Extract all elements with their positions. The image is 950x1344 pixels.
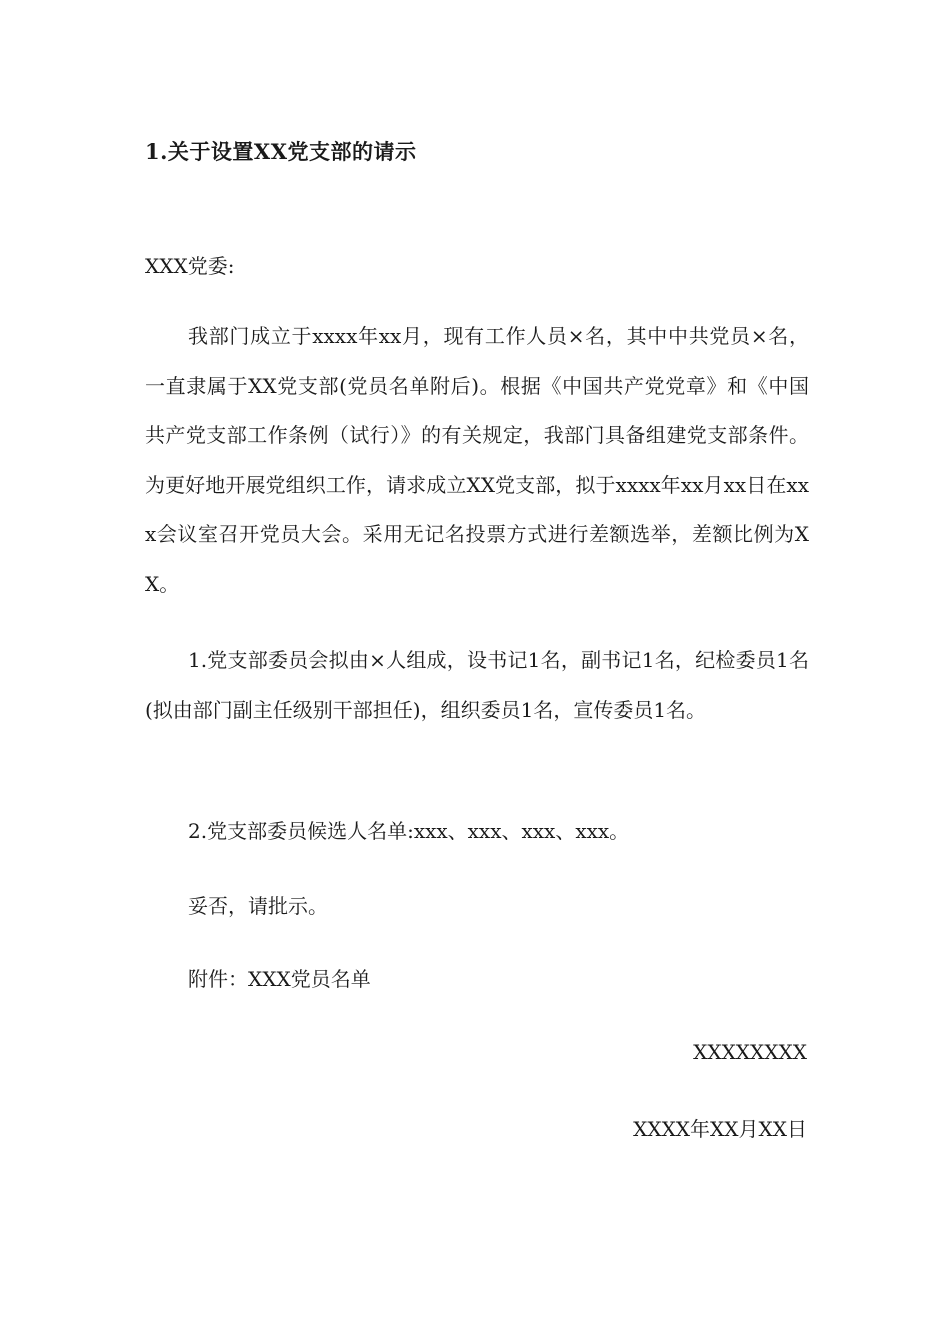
signature-organization: XXXXXXXX xyxy=(693,1040,807,1064)
list-item-committee-composition: 1.党支部委员会拟由×人组成，设书记1名，副书记1名，纪检委员1名(拟由部门副主任级别干部担任)，组织委员1名，宣传委员1名。 xyxy=(145,648,809,722)
body-paragraph: 我部门成立于xxxx年xx月，现有工作人员×名，其中中共党员×名，一直隶属于XX党支部(党员名单附后)。根据《中国共产党党章》和《中国共产党支部工作条例（试行）》的有关规定，我部门具备组建党支部条件。为更好地开展党组织工作，请求成立XX党支部，拟于xxxx年xx月xx日在xxx会议室召开党员大会。采用无记名投票方式进行差额选举，差额比例为XX。 xyxy=(145,324,809,596)
salutation: XXX党委: xyxy=(145,254,235,278)
closing-request: 妥否，请批示。 xyxy=(188,894,328,918)
document-title: 1.关于设置XX党支部的请示 xyxy=(145,139,417,164)
list-item-candidate-list: 2.党支部委员候选人名单:xxx、xxx、xxx、xxx。 xyxy=(188,819,630,843)
attachment-note: 附件：XXX党员名单 xyxy=(188,967,371,991)
signature-date: XXXX年XX月XX日 xyxy=(633,1117,807,1141)
